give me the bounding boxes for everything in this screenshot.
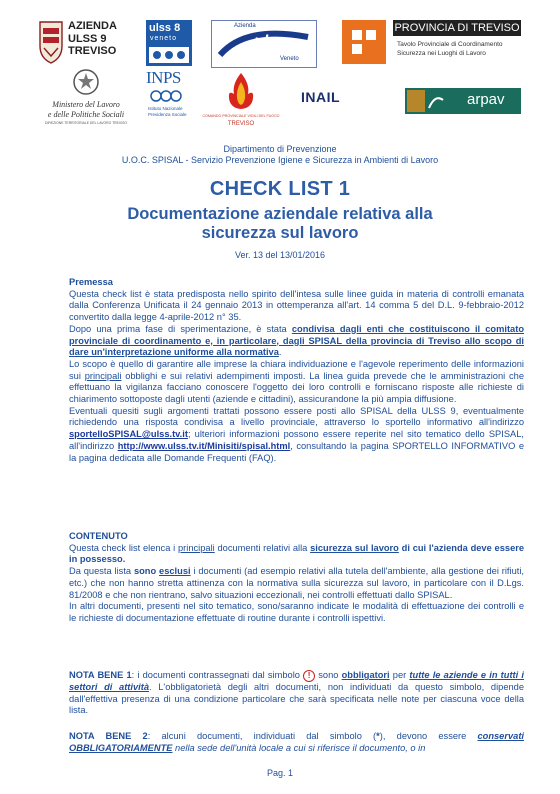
premessa-p2 (69, 324, 524, 359)
contenuto-p1-end: di cui l'azienda deve essere in possesso. (69, 542, 525, 565)
nota2-label: NOTA BENE 2 (69, 731, 148, 741)
provincia-title: PROVINCIA DI TREVISO (394, 22, 520, 34)
nota2-paragraph (69, 731, 524, 754)
nota1-text: : i documenti contrassegnati dal simbolo (131, 670, 304, 680)
nota2-text: : alcuni documenti, individuati dal simbolo ( (147, 731, 377, 741)
ulss9-line3: TREVISO (68, 45, 117, 57)
vigili-flame-icon (226, 72, 256, 110)
nota1-scope: tutte le aziende e in tutti i settori di attività (69, 670, 524, 692)
ulss8-top: ulss 8 (149, 22, 181, 34)
department-label: Dipartimento di Prevenzione (223, 144, 337, 154)
nota-bene-1 (69, 670, 524, 717)
asterisk-symbol-icon: * (376, 731, 380, 741)
contenuto-p2-rest: i documenti (ad esempio relativi alla tutela dell'ambiente, alla gestione dei rifiuti, etc.) che non hanno stretta attinenza con la normativa sulla sicurezza sul lavoro, in particolare con il D.Lgs. 81/2008 e che non rientrano, salvo situazioni eccezionali, nei controlli effettuati dallo SPISAL. (69, 566, 524, 600)
vigili-line1: COMANDO PROVINCIALE VIGILI DEL FUOCO (202, 114, 280, 118)
contenuto-p2-esclusi: esclusi (159, 566, 191, 577)
obligatory-symbol-icon: ! (303, 670, 315, 682)
version-label: Ver. 13 del 13/01/2016 (234, 250, 326, 260)
premessa-section (69, 277, 524, 464)
provincia-mark-icon (342, 20, 386, 64)
page-number: Pag. 1 (266, 768, 294, 778)
ministero-line2: e delle Politiche Sociali (47, 110, 125, 119)
premessa-p3-emph: principali (84, 370, 122, 381)
contenuto-p3: In altri documenti, presenti nel sito tematico, sono/saranno indicate le modalità di effettuazione dei controlli e le richieste di documentazione effettuate di routine durante i controlli ispettivi. (69, 601, 524, 623)
inps-sub1: Istituto Nazionale (148, 106, 183, 111)
nota2-rest: nella sede dell'unità locale a cui si riferisce il documento, o in (172, 742, 426, 753)
nota1-paragraph (69, 670, 524, 717)
premessa-heading: Premessa (69, 277, 113, 287)
page-title: CHECK LIST 1 (209, 178, 351, 200)
sportello-email-link[interactable]: sportelloSPISAL@ulss.tv.it (69, 429, 188, 440)
nota-bene-2 (69, 731, 524, 754)
ulss8-logo (146, 20, 192, 66)
ulss9-line2: ULSS 9 (68, 32, 107, 45)
inps-rings-icon (146, 89, 186, 103)
contenuto-section (69, 531, 524, 625)
subtitle-line1: Documentazione aziendale relativa alla (127, 205, 433, 223)
contenuto-p1-mid: documenti relativi alla (214, 542, 311, 553)
premessa-p1: Questa check list è stata predisposta nello spirito dell'intesa sulle linee guida in materia di controlli emanata dalla Conferenza Unificata il 24 gennaio 2013 in ottemperanza all'art. 14 comma 5 del D.L. 9-febbraio-2012 convertito dalla legge 4-aprile-2012 n° 35. (69, 288, 524, 323)
premessa-p3-rest: obblighi e sui relativi adempimenti imposti. La linea guida prevede che le amministrazioni che effettuano la vigilanza facciano conoscere l'oggetto dei loro controlli e forniscano risposte alle richieste di chiarimento sottoposte dagli utenti (aziende e cittadini), assicurandone la più ampia diffusione. (69, 370, 525, 405)
premessa-p2-emph: condivisa dagli enti che costituiscono il comitato provinciale di coordinamento e, in particolare, dagli SPISAL della provincia di Treviso allo scopo di dare un'interpretazione uniforme alla normativa (69, 323, 524, 358)
nota1-sono: sono (315, 670, 342, 680)
contenuto-p2-text: Da questa lista (69, 566, 134, 577)
premessa-p4-end: , consultando la pagina SPORTELLO INFORMATIVO e la pagina dedicata alle Domande Frequenti (FAQ). (69, 440, 525, 463)
contenuto-heading: CONTENUTO (69, 531, 128, 541)
provincia-sub2: Sicurezza nei Luoghi di Lavoro (397, 50, 486, 57)
logo-band (0, 0, 560, 140)
contenuto-p1-principali: principali (178, 542, 215, 553)
ministero-logo (38, 68, 134, 134)
ulss8-people-icon (149, 47, 189, 63)
premessa-p2-text: Dopo una prima fase di sperimentazione, è stata (69, 323, 292, 334)
contenuto-p1-sicurezza: sicurezza sul lavoro (310, 542, 399, 553)
arpav-name: arpav (467, 91, 505, 108)
ulss-veneto-logo (211, 20, 317, 68)
service-label: U.O.C. SPISAL - Servizio Prevenzione Igiene e Sicurezza in Ambienti di Lavoro (121, 155, 439, 165)
ulss-veneto-small: Azienda (234, 23, 256, 29)
inail-name: INAIL (301, 89, 341, 105)
subtitle-line2: sicurezza sul lavoro (201, 224, 359, 242)
premessa-p3-text: Lo scopo è quello di garantire alle imprese la chiara individuazione e l'agevole reperimento delle informazioni sui (69, 358, 524, 381)
inps-name: INPS (146, 68, 181, 87)
ulss-veneto-region: Veneto (280, 56, 299, 62)
premessa-p2-end: . (278, 347, 282, 358)
ministero-emblem-icon (71, 68, 101, 96)
inps-sub2: Previdenza Sociale (148, 112, 187, 117)
contenuto-p1-text: Questa check list elenca i (69, 542, 179, 553)
premessa-p4-text: Eventuali quesiti sugli argomenti trattati possono essere posti allo SPISAL della ULSS 9, eventualmente richiedendo una risposta condivisa a livello provinciale, attraverso lo sportello informativo all'indirizzo (69, 405, 524, 428)
arpav-lion-icon (407, 90, 447, 112)
inps-logo (146, 68, 192, 128)
premessa-p4-mid: ; ulteriori informazioni possono essere reperite nel sito tematico dello SPISAL, all'indirizzo (69, 429, 524, 451)
vigili-logo (196, 72, 286, 136)
page-subtitle (0, 205, 560, 243)
ulss-veneto-big: ulss (254, 33, 287, 50)
vigili-line2: TREVISO (227, 121, 255, 127)
ulss8-bottom: veneto (150, 35, 178, 42)
premessa-p4 (69, 406, 524, 465)
ministero-line3: DIREZIONE TERRITORIALE DEL LAVORO TREVISO (45, 121, 127, 125)
premessa-p3 (69, 359, 524, 406)
inail-logo (301, 89, 367, 107)
ulss9-crest-icon (38, 20, 64, 64)
arpav-logo (405, 88, 521, 114)
nota1-per: per (389, 670, 410, 680)
nota1-obbligatori: obbligatori (341, 670, 390, 680)
provincia-logo (393, 20, 521, 64)
contenuto-p2 (69, 566, 524, 601)
nota1-label: NOTA BENE 1 (69, 670, 132, 680)
nota2-conservati: conservati OBBLIGATORIAMENTE (69, 731, 524, 753)
contenuto-p2-sono: sono (133, 566, 160, 577)
ulss9-logo (38, 20, 134, 66)
nota2-devono: ), devono essere (379, 731, 478, 741)
ulss9-line1: AZIENDA (68, 20, 117, 32)
contenuto-p1 (69, 543, 524, 566)
spisal-site-link[interactable]: http://www.ulss.tv.it/Minisiti/spisal.html (117, 440, 291, 451)
nota1-rest: . L'obbligatorietà degli altri documenti, non individuati da questo simbolo, dipende dall'effettiva presenza di una condizione particolare che sarà specificata nelle note per ciascuna voce della lista. (69, 682, 524, 716)
ministero-line1: Ministero del Lavoro (52, 100, 120, 109)
provincia-sub1: Tavolo Provinciale di Coordinamento (397, 41, 503, 48)
